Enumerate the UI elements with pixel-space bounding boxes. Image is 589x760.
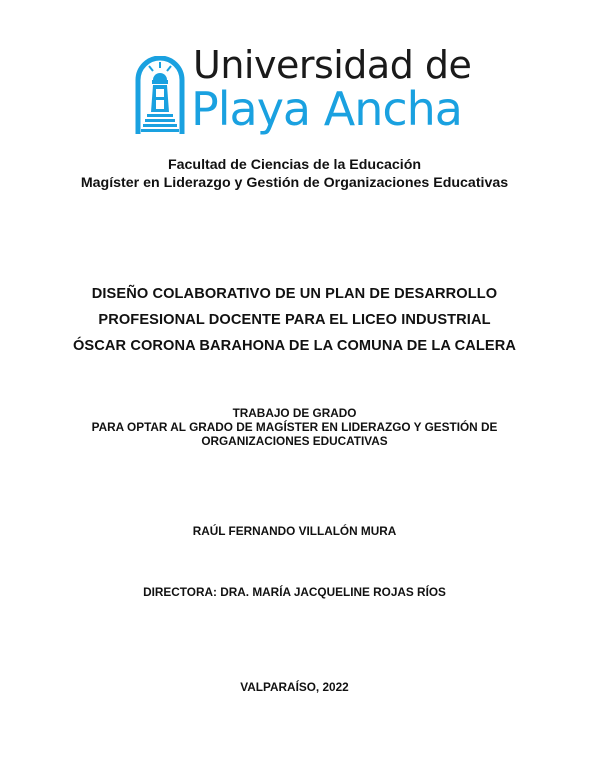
- author-name: RAÚL FERNANDO VILLALÓN MURA: [192, 524, 397, 538]
- lighthouse-icon: [135, 56, 185, 134]
- title-line: DISEÑO COLABORATIVO DE UN PLAN DE DESARROLLO: [91, 286, 498, 302]
- degree-block: [0, 406, 589, 448]
- faculty-block: [0, 156, 589, 192]
- director-name: DIRECTORA: DRA. MARÍA JACQUELINE ROJAS RÍOS: [143, 585, 446, 599]
- degree-line: ORGANIZACIONES EDUCATIVAS: [201, 434, 388, 448]
- logo-text-university: Universidad de: [193, 43, 472, 87]
- title-line: PROFESIONAL DOCENTE PARA EL LICEO INDUSTRIAL: [98, 312, 491, 328]
- place-date: VALPARAÍSO, 2022: [240, 680, 349, 694]
- university-logo: [135, 43, 480, 138]
- thesis-title: [0, 281, 589, 359]
- program-name: Magíster en Liderazgo y Gestión de Organizaciones Educativas: [80, 175, 509, 191]
- logo-text-playa-ancha: Playa Ancha: [191, 82, 462, 136]
- title-line: ÓSCAR CORONA BARAHONA DE LA COMUNA DE LA CALERA: [72, 338, 517, 354]
- faculty-name: Facultad de Ciencias de la Educación: [167, 157, 422, 173]
- degree-line: TRABAJO DE GRADO: [232, 406, 357, 420]
- degree-line: PARA OPTAR AL GRADO DE MAGÍSTER EN LIDERAZGO Y GESTIÓN DE: [91, 420, 498, 434]
